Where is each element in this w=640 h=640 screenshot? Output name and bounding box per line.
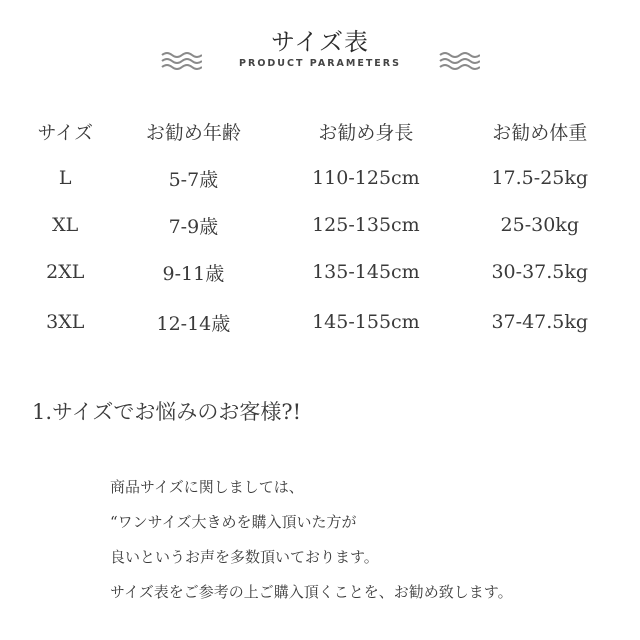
cell-height: 125-135cm — [312, 214, 420, 236]
cell-height: 135-145cm — [312, 261, 420, 283]
cell-height: 110-125cm — [312, 167, 420, 189]
cell-age: 12-14歳 — [156, 312, 231, 335]
table-header-row — [18, 108, 622, 154]
cell-age: 7-9歳 — [168, 215, 219, 238]
table-row — [18, 202, 622, 248]
faq-notes — [110, 470, 630, 610]
table-row — [18, 248, 622, 296]
column-header-weight: お勧め体重 — [492, 121, 588, 144]
cell-height: 145-155cm — [312, 311, 420, 333]
note-line: 良いというお声を多数頂いております。 — [110, 548, 379, 566]
cell-age: 5-7歳 — [168, 168, 219, 191]
cell-size: L — [58, 167, 72, 189]
cell-weight: 25-30kg — [500, 214, 579, 236]
cell-weight: 17.5-25kg — [491, 167, 589, 189]
note-line: “ワンサイズ大きめを購入頂いた方が — [110, 513, 357, 531]
page-title: サイズ表 — [270, 28, 370, 56]
note-line: サイズ表をご参考の上ご購入頂くことを、お勧め致します。 — [110, 583, 513, 601]
note-line: 商品サイズに関しましては、 — [110, 478, 304, 496]
column-header-age: お勧め年齢 — [145, 121, 241, 144]
cell-size: 3XL — [46, 311, 85, 333]
size-table — [18, 108, 622, 348]
table-row — [18, 296, 622, 348]
table-row — [18, 154, 622, 202]
cell-size: XL — [52, 214, 79, 236]
page-subtitle: PRODUCT PARAMETERS — [239, 58, 401, 69]
cell-age: 9-11歳 — [162, 262, 225, 285]
cell-weight: 37-47.5kg — [491, 311, 589, 333]
column-header-size: サイズ — [37, 121, 93, 144]
faq-heading: 1.サイズでお悩みのお客様?! — [32, 400, 302, 424]
column-header-height: お勧め身長 — [318, 121, 414, 144]
cell-size: 2XL — [46, 261, 85, 283]
cell-weight: 30-37.5kg — [491, 261, 589, 283]
